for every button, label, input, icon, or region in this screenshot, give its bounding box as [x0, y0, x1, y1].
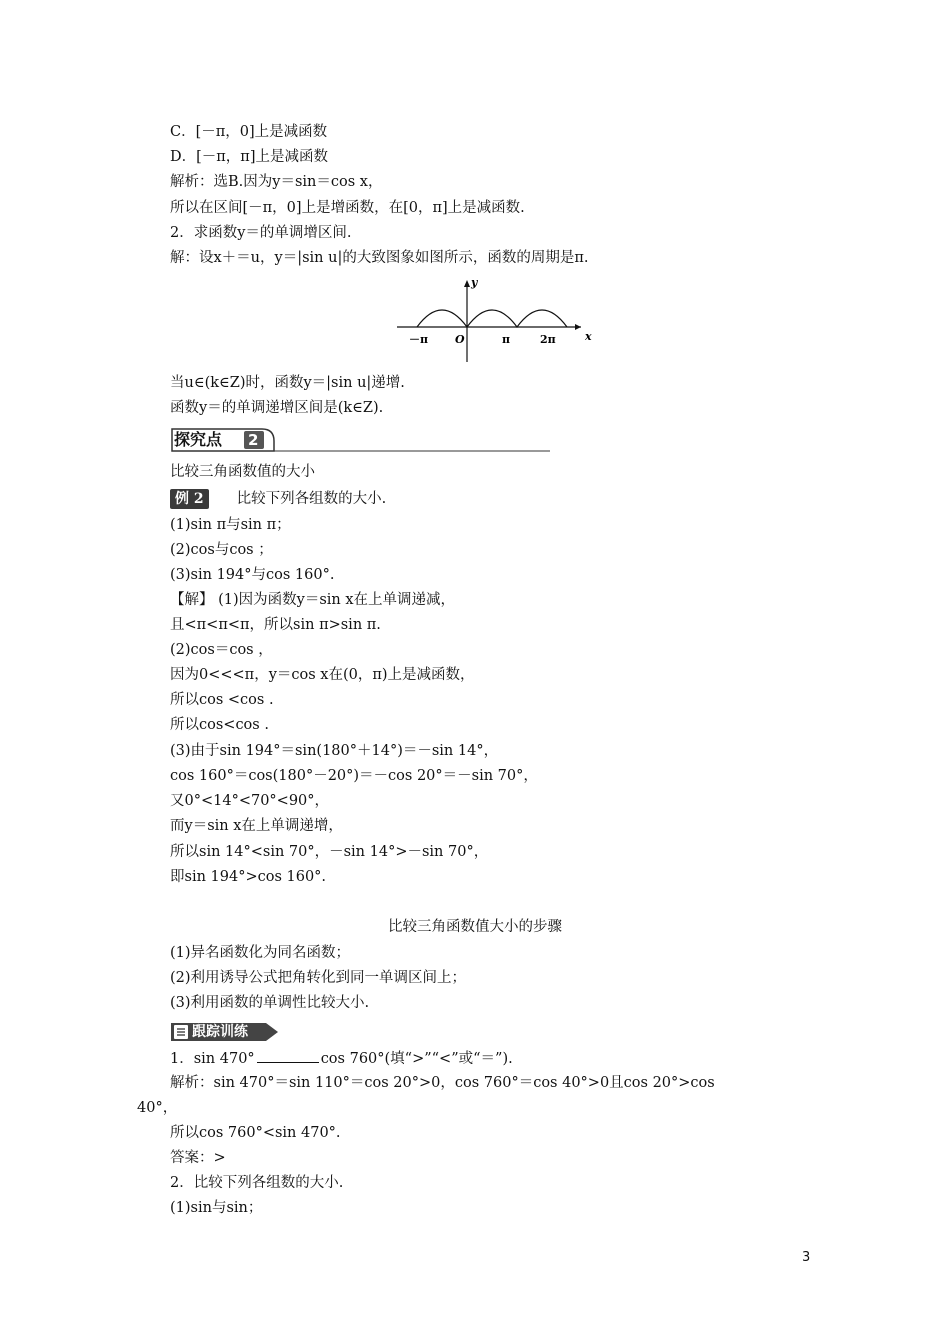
- x-axis-label: x: [585, 330, 592, 343]
- curve: [417, 310, 567, 327]
- text-line: 40°，: [137, 1100, 178, 1116]
- text-line: 解析：sin 470°＝sin 110°＝cos 20°>0，cos 760°＝cos 40°>0且cos 20°>cos: [170, 1075, 715, 1091]
- page-number: 3: [802, 1250, 811, 1265]
- text-line: 解：设x＋＝u，y＝|sin u|的大致图象如图所示，函数的周期是π.: [170, 250, 589, 266]
- text-line: (2)cos＝cos ，: [170, 642, 273, 658]
- practice-q1: [170, 1048, 513, 1069]
- text-line: 所以cos<cos .: [170, 717, 269, 733]
- y-axis-label: y: [471, 276, 478, 289]
- text-line: D．[－π，π]上是减函数: [170, 149, 328, 165]
- summary-step: (1)异名函数化为同名函数；: [170, 945, 351, 961]
- text-line: 2．求函数y＝的单调增区间.: [170, 225, 352, 241]
- tick-label: π: [502, 333, 511, 346]
- text-line: 所以在区间[－π，0]上是增函数，在[0，π]上是减函数.: [170, 200, 525, 216]
- summary-title: 比较三角函数值大小的步骤: [388, 919, 562, 935]
- text-line: 因为0<<<π，y＝cos x在(0，π)上是减函数，: [170, 667, 475, 683]
- section-title: 比较三角函数值的大小: [170, 464, 315, 480]
- summary-step: (3)利用函数的单调性比较大小.: [170, 995, 370, 1011]
- abs-sine-graph: [395, 270, 595, 368]
- example-tag: 例 2: [170, 489, 209, 509]
- text-line: 即sin 194°>cos 160°.: [170, 869, 327, 885]
- text-line: 函数y＝的单调递增区间是(k∈Z).: [170, 400, 384, 416]
- text-line: (1)sin与sin；: [170, 1200, 263, 1216]
- text-line: 解析：选B.因为y＝sin＝cos x，: [170, 174, 383, 190]
- section-label: 探究点: [174, 430, 223, 449]
- text-line: (2)cos与cos ；: [170, 542, 273, 558]
- summary-step: (2)利用诱导公式把角转化到同一单调区间上；: [170, 970, 467, 986]
- text-line: 答案：>: [170, 1150, 226, 1166]
- example-prompt: 比较下列各组数的大小.: [236, 491, 387, 507]
- text-line: C．[－π，0]上是减函数: [170, 124, 328, 140]
- text-line: cos 160°＝cos(180°－20°)＝－cos 20°＝－sin 70°，: [170, 768, 538, 784]
- q1-text: cos 760°(填“>”“<”或“＝”).: [320, 1051, 513, 1067]
- text-line: 所以cos 760°<sin 470°.: [170, 1125, 341, 1141]
- text-line: 当u∈(k∈Z)时，函数y＝|sin u|递增.: [170, 375, 405, 391]
- tick-label: －π: [409, 333, 429, 346]
- y-axis-arrow: [464, 280, 470, 287]
- text-line: 所以sin 14°<sin 70°，－sin 14°>－sin 70°，: [170, 844, 489, 860]
- section-number: 2: [248, 431, 259, 449]
- text-line: (3)sin 194°与cos 160°.: [170, 567, 335, 583]
- text-line: 2．比较下列各组数的大小.: [170, 1175, 344, 1191]
- text-line: 且<π<π<π，所以sin π>sin π.: [170, 617, 381, 633]
- tick-label: 2π: [540, 333, 556, 346]
- text-line: 又0°<14°<70°<90°，: [170, 793, 330, 809]
- example-line: [170, 489, 386, 509]
- x-axis-arrow: [575, 324, 581, 330]
- text-line: 所以cos <cos .: [170, 692, 274, 708]
- answer-blank: [257, 1048, 319, 1063]
- text-line: 【解】 (1)因为函数y＝sin x在上单调递减，: [170, 592, 456, 608]
- practice-label: 跟踪训练: [192, 1024, 248, 1040]
- q1-text: 1．sin 470°: [170, 1051, 255, 1067]
- text-line: 而y＝sin x在上单调递增，: [170, 818, 343, 834]
- tick-label: O: [455, 333, 465, 346]
- section-header: [170, 427, 550, 453]
- text-line: (1)sin π与sin π；: [170, 517, 291, 533]
- text-line: (3)由于sin 194°＝sin(180°＋14°)＝－sin 14°，: [170, 743, 499, 759]
